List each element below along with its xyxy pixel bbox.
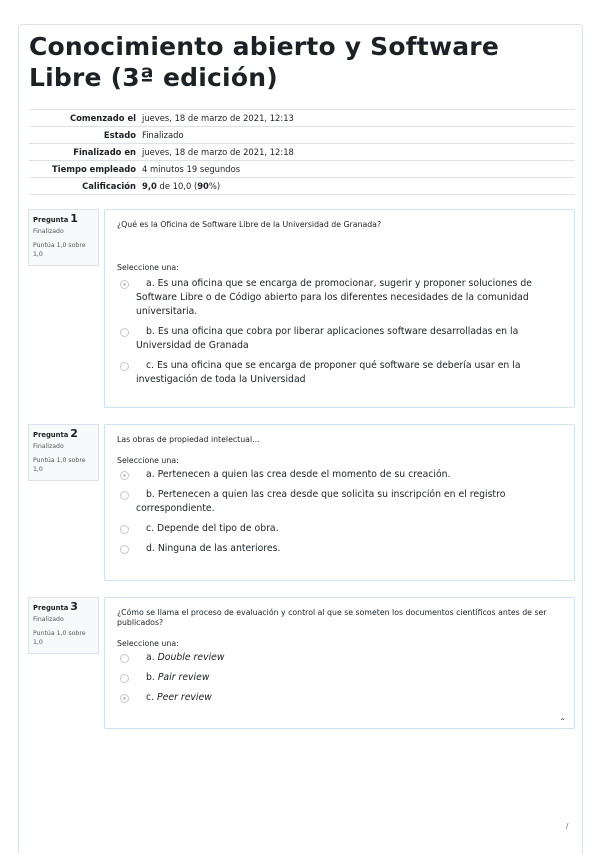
question-label: Pregunta [33,216,69,224]
summary-row [29,161,575,178]
radio-icon[interactable] [120,328,129,337]
question-state: Finalizado [33,616,64,623]
option-text: Pertenecen a quien las crea desde el momento de su creación. [157,469,451,480]
question-box-2 [104,424,575,581]
option-text: Es una oficina que se encarga de proponer qué software se debería usar en la investigación de toda la Universidad [136,360,521,385]
radio-selected-icon[interactable] [120,471,129,480]
option-letter: b. [146,489,155,500]
option-text: Peer review [157,692,212,703]
question-text: Las obras de propiedad intelectual... [117,435,260,444]
summary-label: Calificación [82,181,136,191]
grade-end: %) [208,181,221,191]
answer-option[interactable] [117,277,562,319]
grade-score: 9,0 [142,181,157,191]
question-info-3 [28,597,99,654]
answer-option[interactable] [117,522,562,536]
answer-option[interactable] [117,651,562,665]
answer-prompt: Seleccione una: [117,263,179,272]
attempt-summary-table [29,109,575,195]
radio-icon[interactable] [120,491,129,500]
summary-value: Finalizado [142,130,184,140]
answer-option[interactable] [117,488,562,516]
question-grade: Puntúa 1,0 sobre 1,0 [33,457,86,473]
option-letter: d. [146,543,155,554]
radio-icon[interactable] [120,654,129,663]
answer-option[interactable] [117,691,562,705]
option-text: Pair review [157,672,210,683]
question-number: 2 [70,427,78,440]
answer-option[interactable] [117,468,562,482]
option-letter: b. [146,326,155,337]
option-text: Double review [157,652,225,663]
quiz-review-page [18,24,583,854]
question-label: Pregunta [33,604,69,612]
radio-selected-icon[interactable] [120,280,129,289]
question-state: Finalizado [33,443,64,450]
answer-option[interactable] [117,542,562,556]
option-letter: a. [146,652,155,663]
summary-row [29,144,575,161]
question-box-1 [104,209,575,408]
summary-value: jueves, 18 de marzo de 2021, 12:18 [142,147,294,157]
answer-option[interactable] [117,359,562,387]
question-info-1 [28,209,99,266]
question-grade: Puntúa 1,0 sobre 1,0 [33,630,86,646]
summary-row [29,178,575,195]
option-text: Ninguna de las anteriores. [157,543,281,554]
question-info-2 [28,424,99,481]
option-letter: c. [146,692,155,703]
answer-prompt: Seleccione una: [117,456,179,465]
page-title: Conocimiento abierto y Software Libre (3ª edición) [29,32,499,92]
summary-row [29,127,575,144]
answer-prompt: Seleccione una: [117,639,179,648]
question-text: ¿Qué es la Oficina de Software Libre de la Universidad de Granada? [117,220,382,229]
question-box-3 [104,597,575,729]
summary-value: 4 minutos 19 segundos [142,164,241,174]
grade-percent: 90 [197,181,209,191]
summary-label: Tiempo empleado [51,164,136,174]
option-letter: a. [146,469,155,480]
question-grade: Puntúa 1,0 sobre 1,0 [33,242,86,258]
radio-icon[interactable] [120,545,129,554]
summary-row [29,110,575,127]
grade-of: de 10,0 ( [159,181,198,191]
page-marker: / [566,822,569,830]
option-text: Pertenecen a quien las crea desde que solicita su inscripción en el registro correspondiente. [136,489,506,514]
option-letter: b. [146,672,155,683]
radio-icon[interactable] [120,674,129,683]
option-letter: a. [146,278,155,289]
question-label: Pregunta [33,431,69,439]
radio-icon[interactable] [120,362,129,371]
question-state: Finalizado [33,228,64,235]
answer-option[interactable] [117,671,562,685]
option-text: Es una oficina que cobra por liberar aplicaciones software desarrolladas en la Universidad de Granada [136,326,519,351]
question-number: 1 [70,212,78,225]
radio-icon[interactable] [120,525,129,534]
summary-value: jueves, 18 de marzo de 2021, 12:13 [142,113,294,123]
radio-selected-icon[interactable] [120,694,129,703]
question-text: ¿Cómo se llama el proceso de evaluación y control al que se someten los documentos científicos antes de ser publicados? [117,608,547,627]
summary-label: Comenzado el [69,113,136,123]
summary-label: Finalizado en [73,147,136,157]
summary-value [140,178,575,195]
answer-option[interactable] [117,325,562,353]
summary-label: Estado [103,130,136,140]
option-text: Depende del tipo de obra. [157,523,279,534]
option-letter: c. [146,523,155,534]
option-letter: c. [146,360,155,371]
question-number: 3 [70,600,78,613]
option-text: Es una oficina que se encarga de promocionar, sugerir y proponer soluciones de Software Libre o de Código abierto para los diferentes necesidades de la comunidad universitaria. [136,278,532,317]
chevron-up-icon[interactable]: ⌃ [559,717,566,726]
